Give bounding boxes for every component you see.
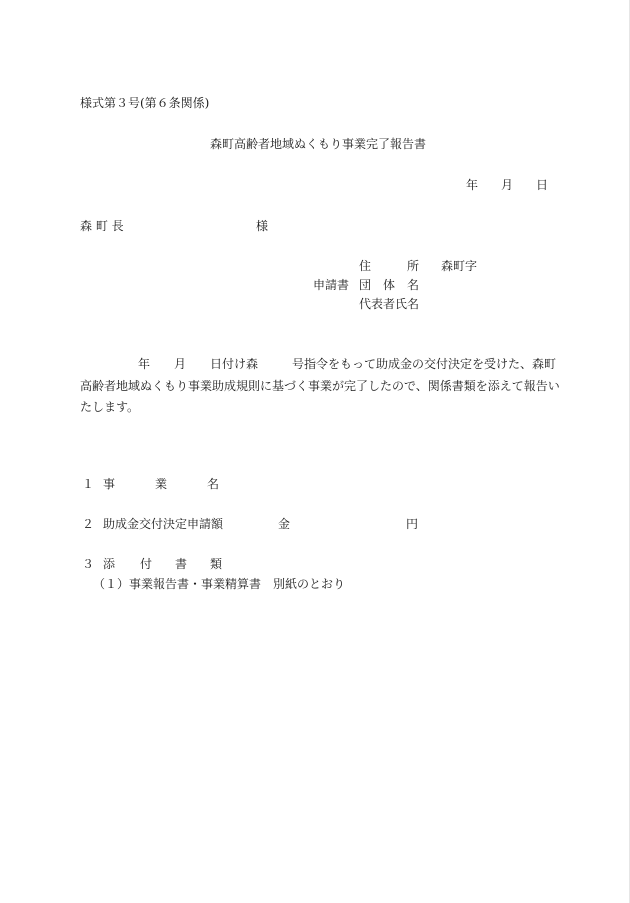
attachment-list-item: （１）事業報告書・事業精算書 bbox=[93, 577, 262, 591]
addressee-honorific: 様 bbox=[256, 219, 269, 233]
document-title: 森町高齢者地域ぬくもり事業完了報告書 bbox=[210, 137, 427, 151]
item2-label: 助成金交付決定申請額 bbox=[103, 517, 224, 531]
item2-kin: 金 bbox=[278, 517, 291, 531]
item1-char2: 業 bbox=[155, 477, 168, 491]
item2-en: 円 bbox=[406, 517, 419, 531]
applicant-label: 申請書 bbox=[313, 278, 350, 292]
body-line1-rest: 号指令をもって助成金の交付決定を受けた、森町 bbox=[292, 357, 557, 371]
item3-char1: 添 bbox=[103, 557, 116, 571]
addressee-name: 森 町 長 bbox=[80, 219, 124, 233]
item3-char4: 類 bbox=[210, 557, 223, 571]
item3-char2: 付 bbox=[140, 557, 153, 571]
body-year: 年 bbox=[138, 357, 151, 371]
body-line3: たします。 bbox=[80, 400, 140, 414]
attachment-note: 別紙のとおり bbox=[273, 577, 346, 591]
form-number: 様式第３号(第６条関係) bbox=[80, 96, 210, 110]
item2-number: ２ bbox=[82, 517, 95, 531]
item3-char3: 書 bbox=[175, 557, 188, 571]
address-value: 森町字 bbox=[441, 259, 478, 273]
representative-label: 代表者氏名 bbox=[359, 297, 420, 311]
organization-label: 団 体 名 bbox=[359, 278, 420, 292]
date-day: 日 bbox=[536, 178, 549, 192]
body-date-text: 日付け森 bbox=[210, 357, 259, 371]
item3-number: ３ bbox=[82, 557, 95, 571]
address-label: 住 所 bbox=[359, 259, 420, 273]
item1-char1: 事 bbox=[103, 477, 116, 491]
item1-number: １ bbox=[82, 477, 95, 491]
body-line2: 高齢者地域ぬくもり事業助成規則に基づく事業が完了したので、関係書類を添えて報告い bbox=[80, 379, 560, 393]
date-month: 月 bbox=[501, 178, 514, 192]
item1-char3: 名 bbox=[207, 477, 220, 491]
date-year: 年 bbox=[466, 178, 479, 192]
body-month: 月 bbox=[174, 357, 187, 371]
